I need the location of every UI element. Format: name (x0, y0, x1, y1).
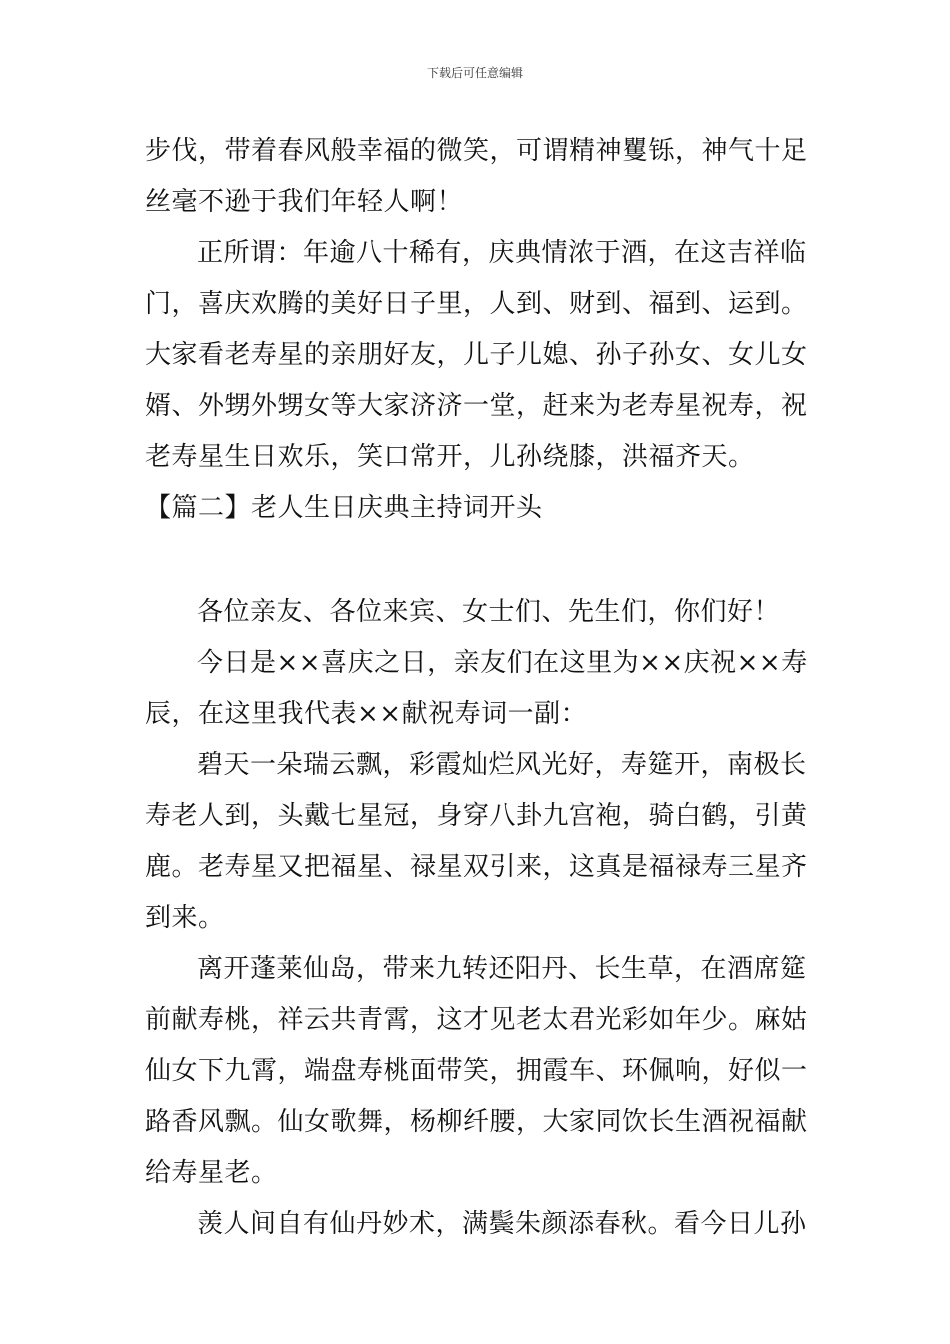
blank-line (145, 534, 811, 587)
paragraph-continued: 步伐，带着春风般幸福的微笑，可谓精神矍铄，神气十足丝毫不逊于我们年轻人啊！ (145, 136, 808, 217)
paragraph-greeting: 各位亲友、各位来宾、女士们、先生们，你们好！ (197, 597, 781, 627)
paragraph: 今日是××喜庆之日，亲友们在这里为××庆祝××寿辰，在这里我代表××献祝寿词一副： (145, 648, 808, 729)
paragraph: 正所谓：年逾八十稀有，庆典情浓于酒，在这吉祥临门，喜庆欢腾的美好日子里，人到、财到、福到、运到。大家看老寿星的亲朋好友，儿子儿媳、孙子孙女、女儿女婿、外甥外甥女等大家济济一堂，赶来为老寿星祝寿，祝老寿星生日欢乐，笑口常开，儿孙绕膝，洪福齐天。 (145, 238, 808, 472)
paragraph: 离开蓬莱仙岛，带来九转还阳丹、长生草，在酒席筵前献寿桃，祥云共青霄，这才见老太君光彩如年少。麻姑仙女下九霄，端盘寿桃面带笑，拥霞车、环佩响，好似一路香风飘。仙女歌舞，杨柳纤腰，大家同饮长生酒祝福献给寿星老。 (145, 954, 808, 1188)
paragraph-truncated: 羡人间自有仙丹妙术，满鬓朱颜添春秋。看今日儿孙 (197, 1209, 807, 1239)
paragraph: 碧天一朵瑞云飘，彩霞灿烂风光好，寿筵开，南极长寿老人到，头戴七星冠，身穿八卦九宫袍，骑白鹤，引黄鹿。老寿星又把福星、禄星双引来，这真是福禄寿三星齐到来。 (145, 750, 808, 933)
page-header: 下载后可任意编辑 (426, 66, 523, 80)
document-body (145, 126, 811, 1250)
section-heading: 【篇二】老人生日庆典主持词开头 (145, 493, 543, 523)
